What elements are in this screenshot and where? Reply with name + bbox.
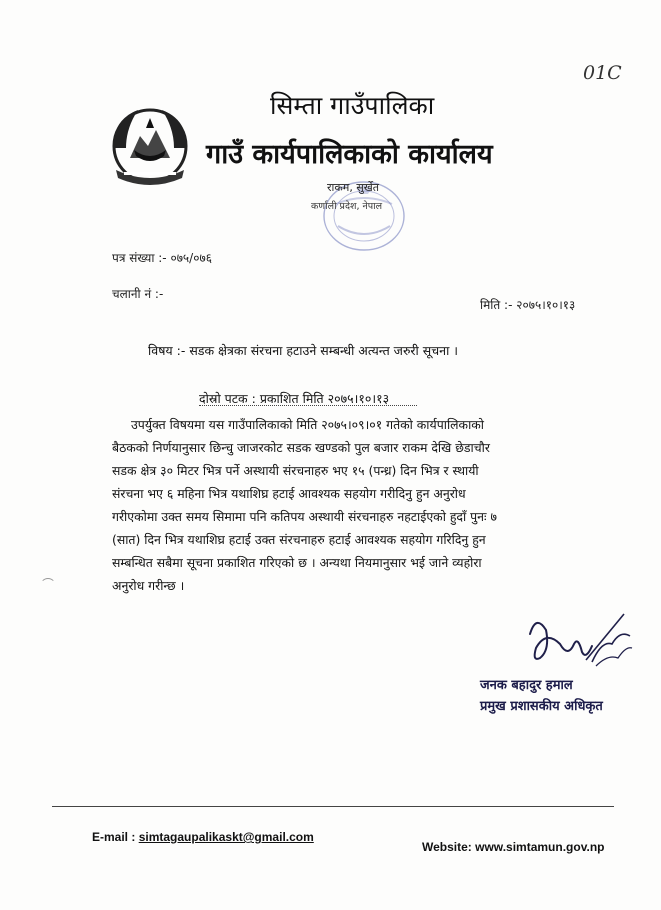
letter-date: मिति :- २०७५।१०।१३ xyxy=(480,298,576,312)
nepal-emblem-icon xyxy=(104,100,196,188)
body-line: सम्बन्धित सबैमा सूचना प्रकाशित गरिएको छ । अन्यथा नियमानुसार भई जाने व्यहोरा xyxy=(112,555,482,570)
address-line-2: कर्णाली प्रदेश, नेपाल xyxy=(311,201,383,212)
subject-line: विषय :- सडक क्षेत्रका संरचना हटाउने सम्बन्धी अत्यन्त जरुरी सूचना । xyxy=(148,343,459,358)
publication-underline xyxy=(199,405,417,406)
publication-notice: दोस्रो पटक : प्रकाशित मिति २०७५।१०।१३ xyxy=(199,391,390,406)
email-label: E-mail : xyxy=(92,830,136,844)
footer-divider xyxy=(52,806,614,807)
dispatch-number: चलानी नं :- xyxy=(112,287,164,301)
body-line: संरचना भए ६ महिना भित्र यथाशिघ्र हटाई आवश्यक सहयोग गरीदिनु हुन अनुरोध xyxy=(112,486,466,501)
footer-website xyxy=(422,840,604,854)
signatory-title: प्रमुख प्रशासकीय अधिकृत xyxy=(480,699,603,714)
body-line: अनुरोध गरीन्छ । xyxy=(112,578,185,593)
body-line: (सात) दिन भित्र यथाशिघ्र हटाई उक्त संरचनाहरु हटाई आवश्यक सहयोग गरिदिनु हुन xyxy=(112,532,486,547)
body-line: बैठकको निर्णयानुसार छिन्चु जाजरकोट सडक खण्डको पुल बजार राकम देखि छेडाचौर xyxy=(112,440,490,455)
punch-hole-mark xyxy=(40,578,56,594)
website-label: Website: xyxy=(422,840,472,854)
address-line-1: राकम, सुर्खेत xyxy=(327,181,380,194)
website-link[interactable]: www.simtamun.gov.np xyxy=(475,840,605,854)
body-line: उपर्युक्त विषयमा यस गाउँपालिकाको मिति २०७५।०९।०१ गतेको कार्यपालिकाको xyxy=(131,417,485,432)
reference-number: पत्र संख्या :- ०७५/०७६ xyxy=(112,251,212,265)
corner-code: 01C xyxy=(583,62,622,84)
signatory-name: जनक बहादुर हमाल xyxy=(480,678,573,693)
footer-email xyxy=(92,830,314,844)
handwritten-signature-icon xyxy=(516,600,636,678)
office-type: गाउँ कार्यपालिकाको कार्यालय xyxy=(206,139,493,170)
body-line: गरीएकोमा उक्त समय सिमामा पनि कतिपय अस्थायी संरचनाहरु नहटाईएको हुदाँ पुनः ७ xyxy=(112,509,497,524)
body-line: सडक क्षेत्र ३० मिटर भित्र पर्ने अस्थायी संरचनाहरु भए १५ (पन्ध्र) दिन भित्र र स्थायी xyxy=(112,463,479,478)
office-name: सिम्ता गाउँपालिका xyxy=(270,91,435,120)
email-link[interactable]: simtagaupalikaskt@gmail.com xyxy=(138,830,314,844)
